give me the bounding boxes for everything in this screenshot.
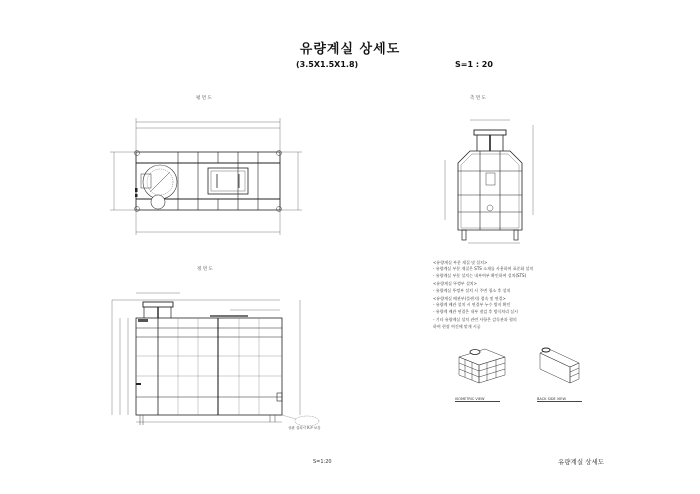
note-line: - 유량계 배관 설치 시 연결부 누수 방지 확인 <box>433 302 511 308</box>
isometric-view-right <box>537 345 587 390</box>
isometric-caption-left: ISOMETRIC VIEW <box>455 397 500 402</box>
notes-block <box>433 260 603 330</box>
front-view-callout: 상판 설치시 R.P 보강 <box>288 426 321 430</box>
note-line: <유량계실 부분 재질 및 설치> <box>433 260 488 265</box>
note-line: <유량계실 배관부(플랜지) 접속 및 연결> <box>433 296 506 302</box>
plan-view-label: 평 면 도 <box>196 96 212 101</box>
note-line: - 유량계실 뚜껑부 설치 시 주변 청소 후 설치 <box>433 287 511 293</box>
note-line: - 유량계실 부분 재질은 STS 소재를 사용하며 표준화 설치 <box>433 266 534 272</box>
isometric-caption-right: BACK SIDE VIEW <box>537 397 582 402</box>
plan-view-drawing <box>100 110 330 240</box>
side-view-label: 측 면 도 <box>470 96 486 101</box>
front-view-drawing <box>100 280 320 430</box>
note-line: - 유량계 배관 연결은 내부 점검 후 방식처리 실시 <box>433 308 519 314</box>
note-line: 하여 현장 여건에 맞게 시공 <box>433 323 481 329</box>
isometric-view-left <box>455 345 510 390</box>
note-line: <유량계실 뚜껑부 설치> <box>433 281 478 287</box>
note-line: - 기타 유량계실 설치 관련 사항은 감독관과 협의 <box>433 317 517 323</box>
side-view-drawing <box>440 115 540 250</box>
sheet-scale: S=1 : 20 <box>455 60 493 69</box>
footer-title: 유량계실 상세도 <box>558 458 605 466</box>
footer-scale: S=1:20 <box>313 459 332 465</box>
tank-size: (3.5X1.5X1.8) <box>296 60 359 69</box>
sheet-title: 유량계실 상세도 <box>299 42 401 57</box>
note-line: - 유량계실 부분 설치는 내부여부 확인하여 설치(STS) <box>433 272 527 278</box>
front-view-label: 정 면 도 <box>197 267 213 272</box>
